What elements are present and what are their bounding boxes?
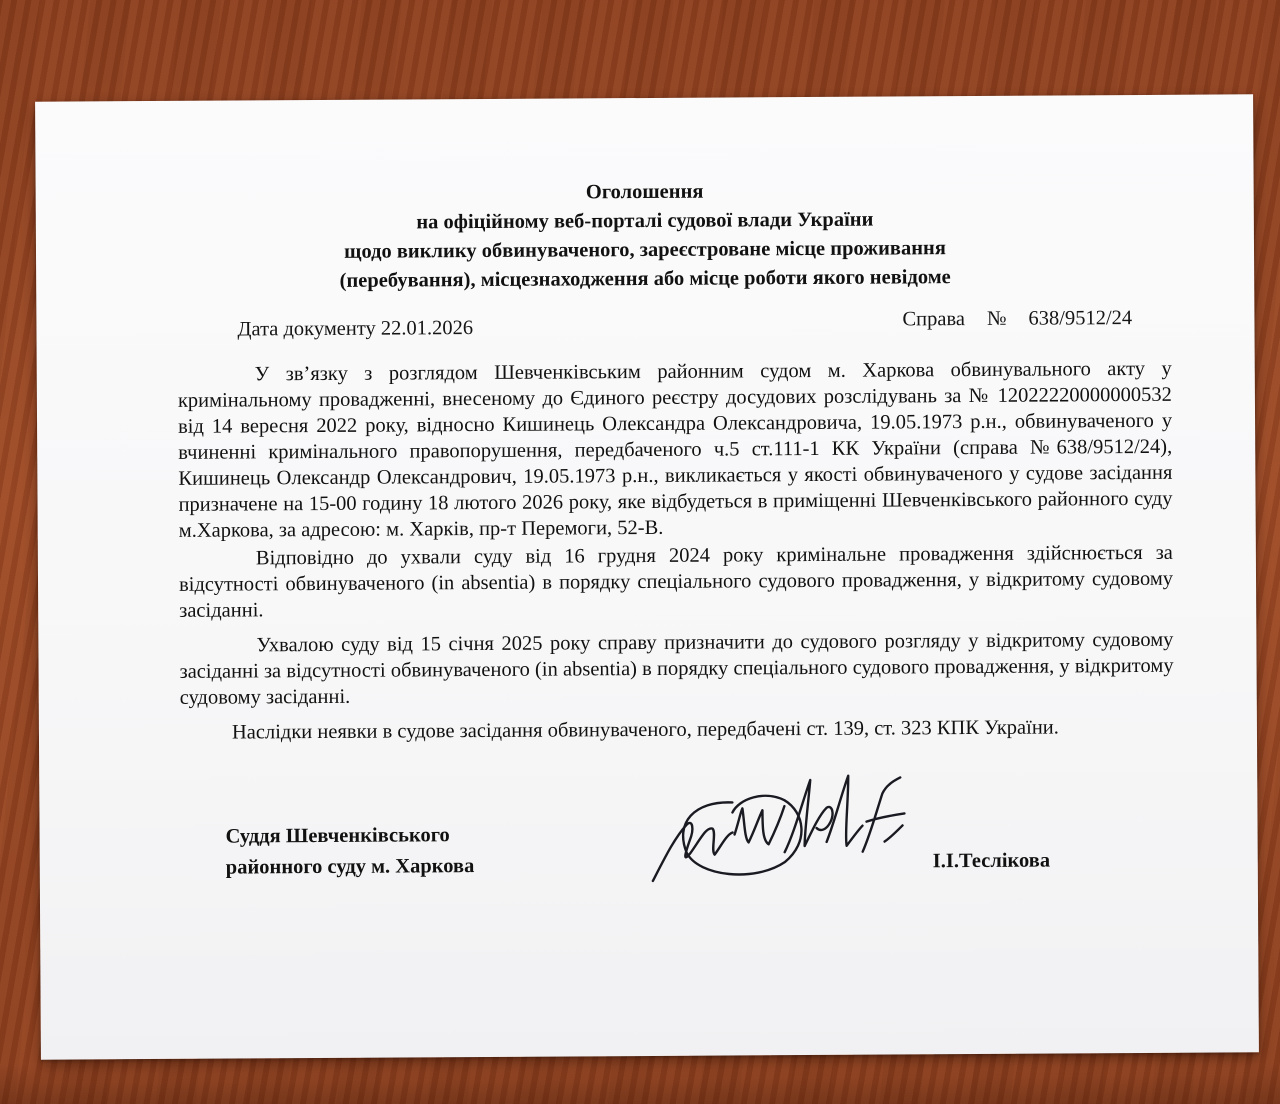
heading-line-1: Оголошення <box>585 180 704 204</box>
handwritten-signature <box>634 741 920 893</box>
case-number-sign: № <box>986 307 1007 330</box>
heading-line-4: (перебування), місцезнаходження або місце роботи якого невідоме <box>339 266 951 292</box>
signatory-title-line-2: районного суду м. Харкова <box>225 855 475 879</box>
case-label: Справа <box>902 308 966 331</box>
paragraph-in-absentia: Відповідно до ухвали суду від 16 грудня 2024 року кримінальне провадження здійснюється за відсутності обвинуваченого (in absentia) в порядку спеціального судового провадження, у відкритому судовому засіданні. <box>178 541 1174 622</box>
document-heading <box>36 174 1255 297</box>
announcement-body <box>178 356 1174 746</box>
document-date: Дата документу 22.01.2026 <box>237 317 474 341</box>
desk-surface <box>0 1064 1280 1104</box>
paragraph-trial-order: Ухвалою суду від 15 січня 2025 року справу призначити до судового розгляду у відкритому судовому засіданні за відсутності обвинуваченого (in absentia) в порядку спеціального судового провадження, у відкритому судовому засіданні. <box>179 628 1174 709</box>
signatory-title <box>225 820 474 884</box>
case-number-value: 638/9512/24 <box>1028 307 1133 330</box>
case-number <box>902 307 1132 331</box>
signatory-name: І.І.Теслікова <box>932 849 1051 873</box>
announcement-sheet <box>35 94 1259 1059</box>
heading-line-3: щодо виклику обвинуваченого, зареєстроване місце проживання <box>344 237 946 263</box>
signatory-title-line-1: Суддя Шевченківського <box>225 824 450 848</box>
paragraph-consequences: Наслідки неявки в судове засідання обвинуваченого, передбачені ст. 139, ст. 323 КПК України. <box>231 716 1059 744</box>
heading-line-2: на офіційному веб-порталі судової влади України <box>416 208 874 234</box>
paragraph-summons: У зв’язку з розглядом Шевченківським районним судом м. Харкова обвинувального акту у кримінальному провадженні, внесеному до Єдиного реєстру досудових розслідувань за № 12022220000000532 від 14 вересня 2022 року, відносно Кишинець Олександра Олександровича, 19.05.1973 р.н., обвинуваченого у вчиненні кримінального правопорушення, передбаченого ч.5 ст.111-1 КК України (справа №638/9512/24), Кишинець Олександр Олександрович, 19.05.1973 р.н., викликається у якості обвинуваченого у судове засідання призначене на 15-00 годину 18 лютого 2026 року, яке відбудеться в приміщенні Шевченківського районного суду м.Харкова, за адресою: м. Харків, пр-т Перемоги, 52-В. <box>177 357 1173 542</box>
